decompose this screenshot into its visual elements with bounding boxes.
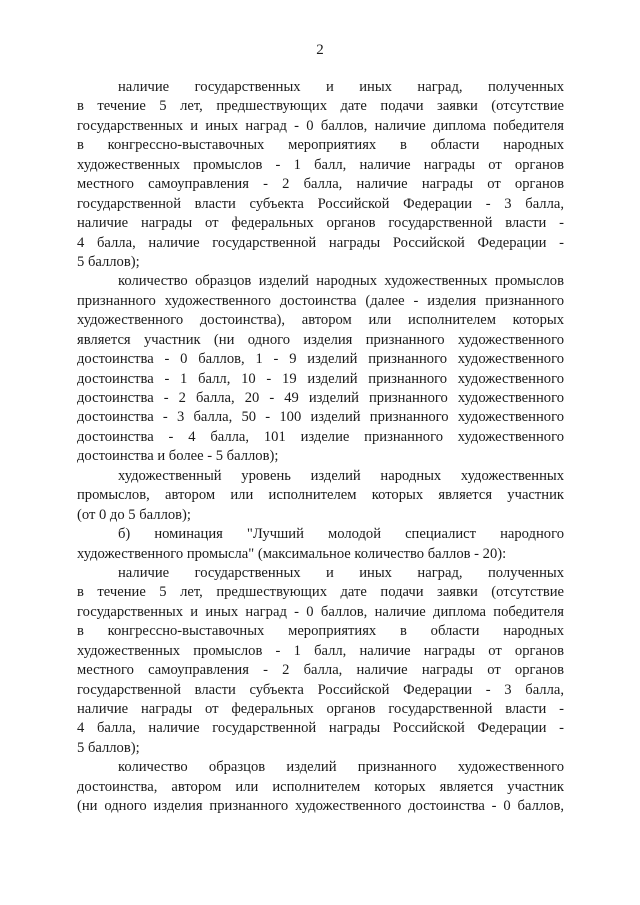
document-body [77, 78, 564, 817]
text-line: достоинства, автором или исполнителем которых является участник [77, 778, 564, 795]
text-line: достоинства - 0 баллов, 1 - 9 изделий признанного художественного [77, 351, 564, 368]
text-line: наличие награды от федеральных органов государственной власти - [77, 215, 564, 232]
text-line: государственных и иных наград - 0 баллов, наличие диплома победителя [77, 117, 564, 134]
text-line: государственных и иных наград - 0 баллов, наличие диплома победителя [77, 603, 564, 620]
text-line: достоинства и более - 5 баллов); [77, 448, 279, 465]
paragraph [77, 78, 564, 272]
text-line: наличие награды от федеральных органов государственной власти - [77, 701, 564, 717]
text-line: местного самоуправления - 2 балла, наличие награды от органов [77, 662, 564, 679]
text-line: художественного промысла" (максимальное количество баллов - 20): [77, 545, 507, 562]
paragraph [77, 272, 564, 466]
paragraph [77, 564, 564, 758]
text-line: (от 0 до 5 баллов); [77, 506, 191, 523]
text-line: наличие государственных и иных наград, полученных [118, 79, 564, 95]
text-line: местного самоуправления - 2 балла, наличие награды от органов [77, 176, 564, 193]
text-line: государственной власти субъекта Российской Федерации - 3 балла, [77, 681, 564, 698]
text-line: в конгрессно-выставочных мероприятиях в области народных [77, 623, 564, 640]
text-line: достоинства - 2 балла, 20 - 49 изделий признанного художественного [77, 390, 564, 406]
text-line: в течение 5 лет, предшествующих дате подачи заявки (отсутствие [77, 584, 564, 601]
text-line: б) номинация "Лучший молодой специалист народного [118, 526, 564, 543]
text-line: 5 баллов); [77, 253, 140, 270]
text-line: наличие государственных и иных наград, полученных [118, 564, 564, 581]
text-line: количество образцов изделий народных художественных промыслов [118, 273, 564, 290]
text-line: является участник (ни одного изделия признанного художественного [77, 331, 564, 348]
text-line: художественных промыслов - 1 балл, наличие награды от органов [77, 642, 564, 659]
paragraph [77, 525, 564, 564]
text-line: художественный уровень изделий народных художественных [118, 467, 564, 484]
text-line: признанного художественного достоинства (далее - изделия признанного [77, 292, 564, 309]
paragraph [77, 467, 564, 525]
text-line: (ни одного изделия признанного художественного достоинства - 0 баллов, [77, 798, 564, 815]
text-line: в течение 5 лет, предшествующих дате подачи заявки (отсутствие [77, 98, 564, 115]
paragraph [77, 758, 564, 816]
text-line: 4 балла, наличие государственной награды Российской Федерации - [77, 234, 564, 251]
text-line: достоинства - 3 балла, 50 - 100 изделий признанного художественного [77, 409, 564, 426]
page-number: 2 [316, 42, 324, 58]
text-line: достоинства - 1 балл, 10 - 19 изделий признанного художественного [77, 370, 564, 387]
text-line: художественного достоинства), автором или исполнителем которых [77, 312, 564, 329]
text-line: достоинства - 4 балла, 101 изделие признанного художественного [77, 428, 564, 445]
text-line: в конгрессно-выставочных мероприятиях в области народных [77, 137, 564, 154]
text-line: 4 балла, наличие государственной награды Российской Федерации - [77, 720, 564, 737]
text-line: художественных промыслов - 1 балл, наличие награды от органов [77, 156, 564, 173]
text-line: 5 баллов); [77, 739, 140, 756]
text-line: количество образцов изделий признанного художественного [118, 759, 564, 776]
text-line: государственной власти субъекта Российской Федерации - 3 балла, [77, 195, 564, 212]
text-line: промыслов, автором или исполнителем которых является участник [77, 487, 564, 504]
